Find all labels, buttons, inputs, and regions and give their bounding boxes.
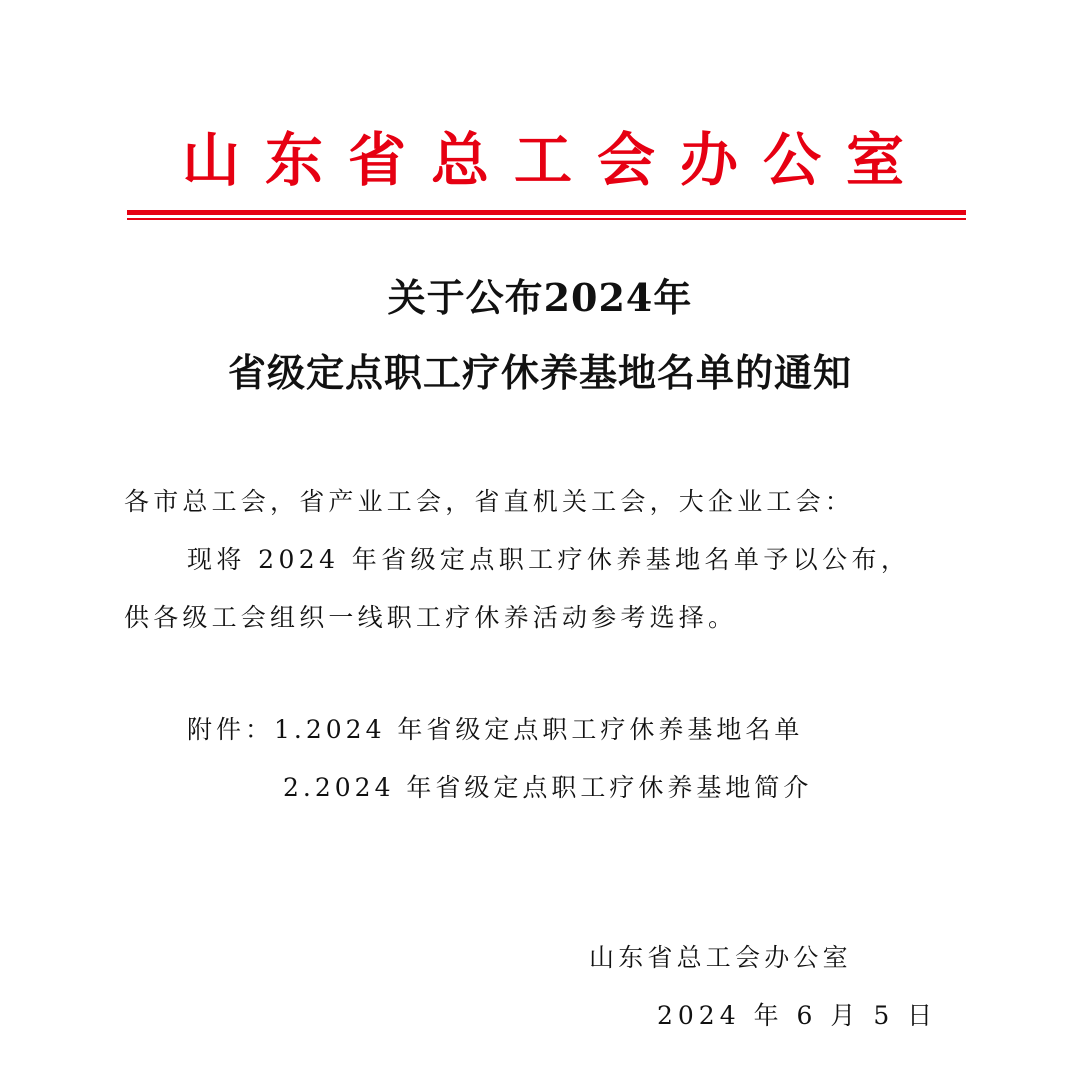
document-title-line-1: 关于公布2024年 [387,275,693,320]
signature-signer: 山东省总工会办公室 [589,943,852,972]
attachment-item-2: 2.2024 年省级定点职工疗休养基地简介 [283,773,813,802]
salutation: 各市总工会，省产业工会，省直机关工会，大企业工会： [124,487,855,516]
masthead-rule-thick [127,210,966,215]
body-paragraph-line-1: 现将 2024 年省级定点职工疗休养基地名单予以公布， [187,545,911,574]
attachment-item-1: 附件：1.2024 年省级定点职工疗休养基地名单 [187,715,804,744]
masthead-org-name: 山东省总工会办公室 [181,126,929,194]
masthead-rule-thin [127,218,966,220]
signature-date: 2024 年 6 月 5 日 [657,1001,938,1030]
document-title-line-2: 省级定点职工疗休养基地名单的通知 [227,350,852,395]
body-paragraph-line-2: 供各级工会组织一线职工疗休养活动参考选择。 [124,603,738,632]
